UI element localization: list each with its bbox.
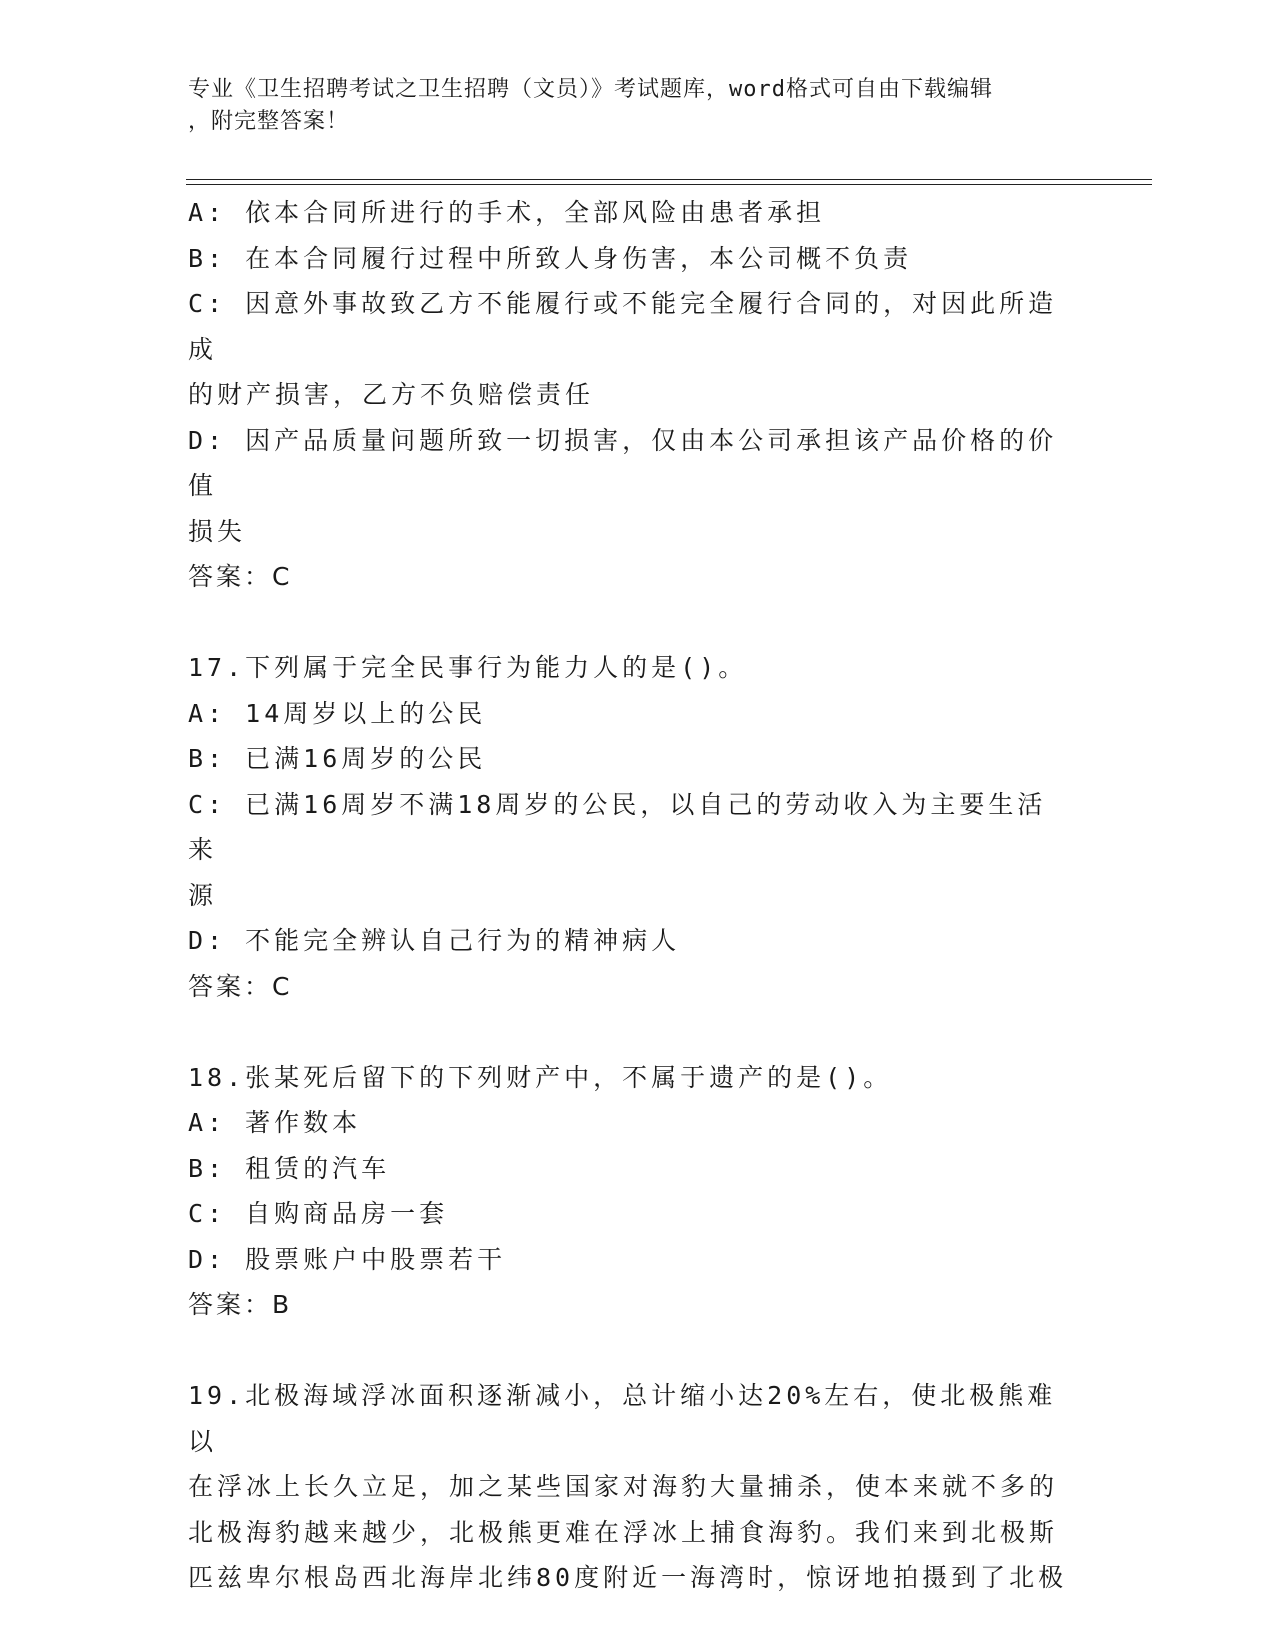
document-body bbox=[188, 190, 1068, 1601]
option-c: C: 自购商品房一套 bbox=[188, 1199, 449, 1228]
answer: 答案：C bbox=[188, 971, 293, 1001]
option-b: B: 已满16周岁的公民 bbox=[188, 744, 487, 773]
header-rule-bottom bbox=[186, 184, 1152, 185]
question-text: 18.张某死后留下的下列财产中，不属于遗产的是()。 bbox=[188, 1062, 893, 1092]
header-rule-top bbox=[186, 179, 1152, 180]
question-text-continued: 北极海豹越来越少，北极熊更难在浮冰上捕食海豹。我们来到北极斯 bbox=[188, 1517, 1059, 1547]
question-19 bbox=[188, 1373, 1068, 1601]
question-text: 17.下列属于完全民事行为能力人的是()。 bbox=[188, 653, 748, 682]
option-a: A: 14周岁以上的公民 bbox=[188, 698, 487, 728]
spacer bbox=[188, 1009, 1068, 1055]
answer: 答案：B bbox=[188, 1290, 293, 1319]
option-b: B: 租赁的汽车 bbox=[188, 1153, 391, 1183]
option-d-continued: 损失 bbox=[188, 516, 247, 546]
option-c-continued: 的财产损害，乙方不负赔偿责任 bbox=[188, 380, 595, 409]
option-c-continued: 源 bbox=[188, 880, 218, 910]
question-text-continued: 在浮冰上长久立足，加之某些国家对海豹大量捕杀，使本来就不多的 bbox=[188, 1472, 1059, 1501]
document-header bbox=[188, 74, 1068, 138]
question-18 bbox=[188, 1055, 1068, 1328]
question-17 bbox=[188, 645, 1068, 1009]
question-16-options bbox=[188, 190, 1068, 600]
header-line-1: 专业《卫生招聘考试之卫生招聘（文员）》考试题库，word格式可自由下载编辑 bbox=[188, 77, 993, 102]
spacer bbox=[188, 600, 1068, 646]
question-text: 19.北极海域浮冰面积逐渐减小，总计缩小达20%左右，使北极熊难以 bbox=[188, 1381, 1057, 1456]
option-a: A: 依本合同所进行的手术，全部风险由患者承担 bbox=[188, 198, 826, 227]
question-text-continued: 匹兹卑尔根岛西北海岸北纬80度附近一海湾时，惊讶地拍摄到了北极 bbox=[188, 1563, 1068, 1592]
option-d: D: 因产品质量问题所致一切损害，仅由本公司承担该产品价格的价值 bbox=[188, 425, 1058, 500]
answer: 答案：C bbox=[188, 562, 293, 591]
option-b: B: 在本合同履行过程中所致人身伤害，本公司概不负责 bbox=[188, 243, 913, 273]
option-a: A: 著作数本 bbox=[188, 1108, 362, 1137]
option-c: C: 因意外事故致乙方不能履行或不能完全履行合同的，对因此所造成 bbox=[188, 289, 1058, 364]
option-d: D: 不能完全辨认自己行为的精神病人 bbox=[188, 926, 681, 955]
option-d: D: 股票账户中股票若干 bbox=[188, 1244, 507, 1274]
header-line-2: ，附完整答案！ bbox=[188, 109, 350, 134]
spacer bbox=[188, 1328, 1068, 1374]
option-c: C: 已满16周岁不满18周岁的公民，以自己的劳动收入为主要生活来 bbox=[188, 789, 1047, 864]
